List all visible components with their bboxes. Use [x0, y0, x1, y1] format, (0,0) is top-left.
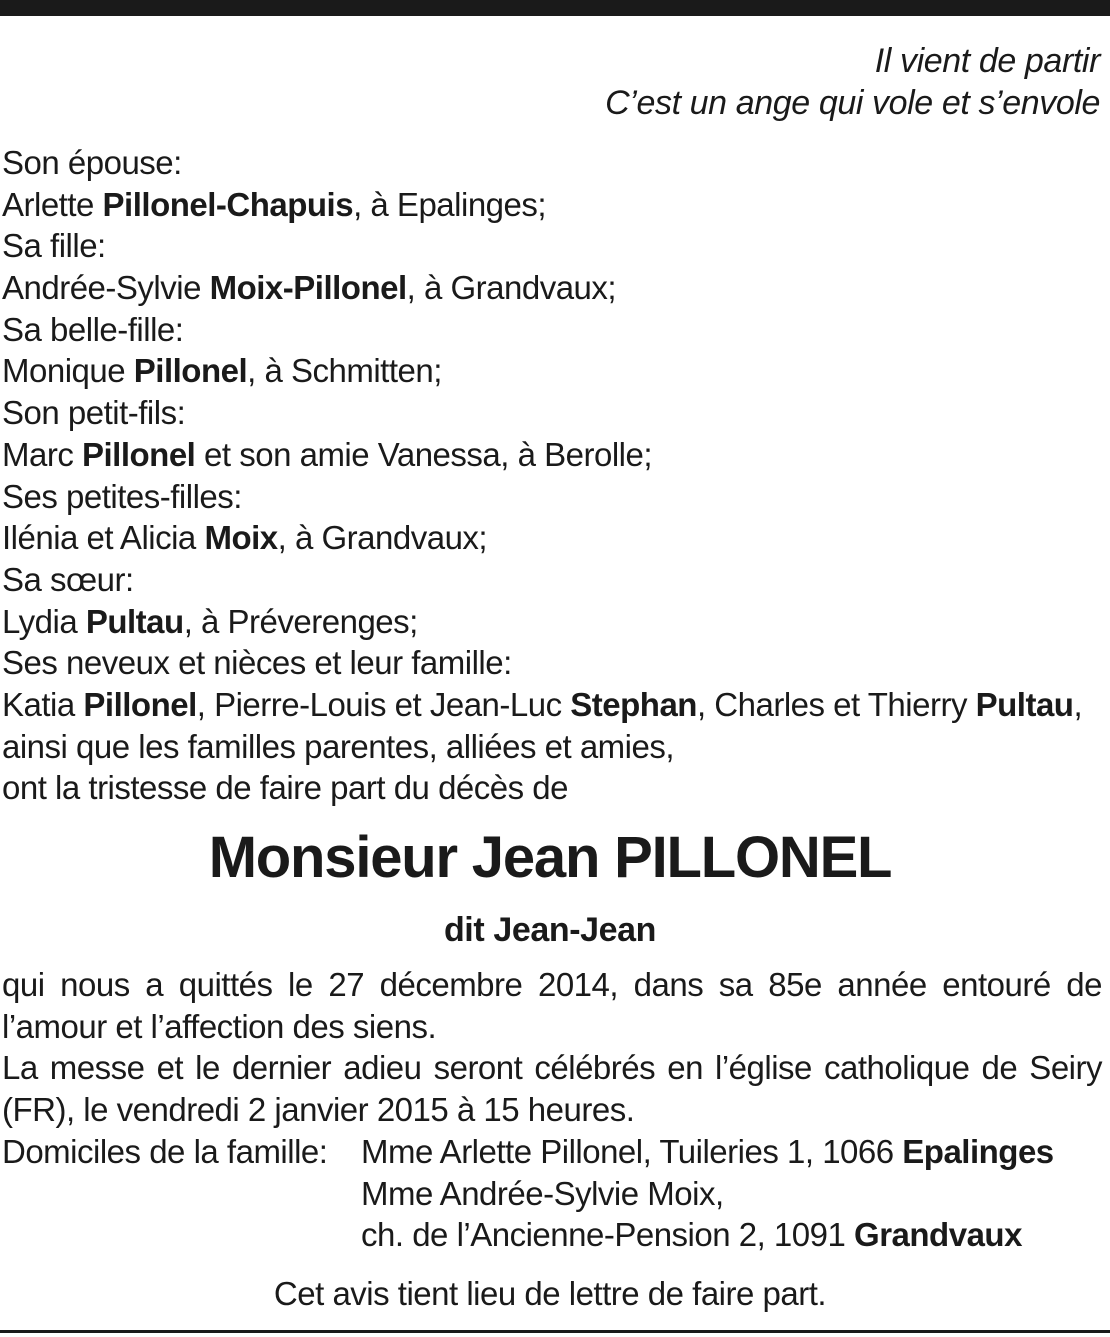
sister-last-name: Pultau	[85, 602, 184, 640]
grandson-label: Son petit-fils:	[2, 394, 186, 432]
grandson-first-name: Marc	[2, 435, 82, 473]
daughter-in-law-last-name: Pillonel	[133, 352, 248, 390]
nephews-end-comma: ,	[1073, 685, 1083, 723]
nephews-entry	[2, 684, 1104, 726]
announce-line: ont la tristesse de faire part du décès de	[2, 769, 569, 807]
granddaughters-first-names: Ilénia et Alicia	[2, 519, 205, 557]
mass-line-1: La messe et le dernier adieu seront célébrés en l’église catholique de Seiry	[2, 1049, 1102, 1087]
spouse-location: , à Epalinges;	[353, 185, 547, 223]
epigraph-line-1: Il vient de partir	[874, 42, 1100, 80]
mass-line-2: (FR), le vendredi 2 janvier 2015 à 15 heures.	[2, 1091, 635, 1129]
relatives-line: ainsi que les familles parentes, alliées et amies,	[2, 727, 675, 765]
deceased-nickname: dit Jean-Jean	[443, 911, 657, 949]
daughter-in-law-label: Sa belle-fille:	[2, 310, 184, 348]
nephew-a-first-name: Katia	[2, 685, 84, 723]
address-3-street: ch. de l’Ancienne-Pension 2, 1091	[361, 1216, 855, 1254]
daughter-in-law-entry	[2, 350, 1104, 392]
top-rule	[0, 0, 1110, 16]
deceased-name: Monsieur Jean PILLONEL	[208, 825, 892, 890]
domiciles-label: Domiciles de la famille:	[2, 1132, 328, 1170]
nephew-b-first-names: , Pierre-Louis et Jean-Luc	[196, 685, 571, 723]
daughter-first-name: Andrée-Sylvie	[2, 269, 210, 307]
daughter-location: , à Grandvaux;	[406, 269, 617, 307]
spouse-entry	[2, 184, 1104, 226]
sister-location: , à Préverenges;	[183, 602, 418, 640]
daughter-in-law-first-name: Monique	[2, 352, 134, 390]
nephews-label: Ses neveux et nièces et leur famille:	[2, 644, 512, 682]
epigraph	[605, 40, 1100, 124]
sister-first-name: Lydia	[2, 602, 86, 640]
spouse-first-name: Arlette	[2, 185, 103, 223]
daughter-entry	[2, 267, 1104, 309]
nephew-c-last-name: Pultau	[975, 685, 1074, 723]
domiciles	[2, 1131, 1102, 1256]
daughter-last-name: Moix-Pillonel	[209, 269, 407, 307]
granddaughters-location: , à Grandvaux;	[277, 519, 488, 557]
grandson-location: et son amie Vanessa, à Berolle;	[195, 435, 653, 473]
address-2: Mme Andrée-Sylvie Moix,	[361, 1174, 724, 1212]
address-1	[361, 1131, 1054, 1173]
address-3	[361, 1214, 1054, 1256]
address-1-street: Mme Arlette Pillonel, Tuileries 1, 1066	[361, 1132, 903, 1170]
daughter-label: Sa fille:	[2, 227, 106, 265]
spouse-last-name: Pillonel-Chapuis	[102, 185, 354, 223]
bottom-rule	[0, 1330, 1110, 1333]
nephew-a-last-name: Pillonel	[83, 685, 197, 723]
sister-label: Sa sœur:	[2, 560, 134, 598]
epigraph-line-2: C’est un ange qui vole et s’envole	[605, 84, 1100, 122]
granddaughters-last-name: Moix	[204, 519, 278, 557]
death-line-1: qui nous a quittés le 27 décembre 2014, dans sa 85e année entouré de	[2, 966, 1102, 1003]
closing-notice: Cet avis tient lieu de lettre de faire part.	[273, 1275, 827, 1312]
granddaughters-label: Ses petites-filles:	[2, 477, 242, 515]
address-3-city: Grandvaux	[854, 1216, 1022, 1254]
daughter-in-law-location: , à Schmitten;	[247, 352, 442, 390]
domiciles-addresses	[361, 1131, 1054, 1256]
sister-entry	[2, 601, 1104, 643]
death-line-2: l’amour et l’affection des siens.	[2, 1007, 437, 1045]
details-block	[2, 964, 1102, 1256]
nephew-c-first-names: , Charles et Thierry	[696, 685, 976, 723]
grandson-last-name: Pillonel	[82, 435, 196, 473]
grandson-entry	[2, 434, 1104, 476]
nephew-b-last-name: Stephan	[570, 685, 697, 723]
spouse-label: Son épouse:	[2, 144, 182, 181]
address-1-city: Epalinges	[902, 1132, 1054, 1170]
granddaughters-entry	[2, 517, 1104, 559]
family-list	[2, 142, 1104, 809]
